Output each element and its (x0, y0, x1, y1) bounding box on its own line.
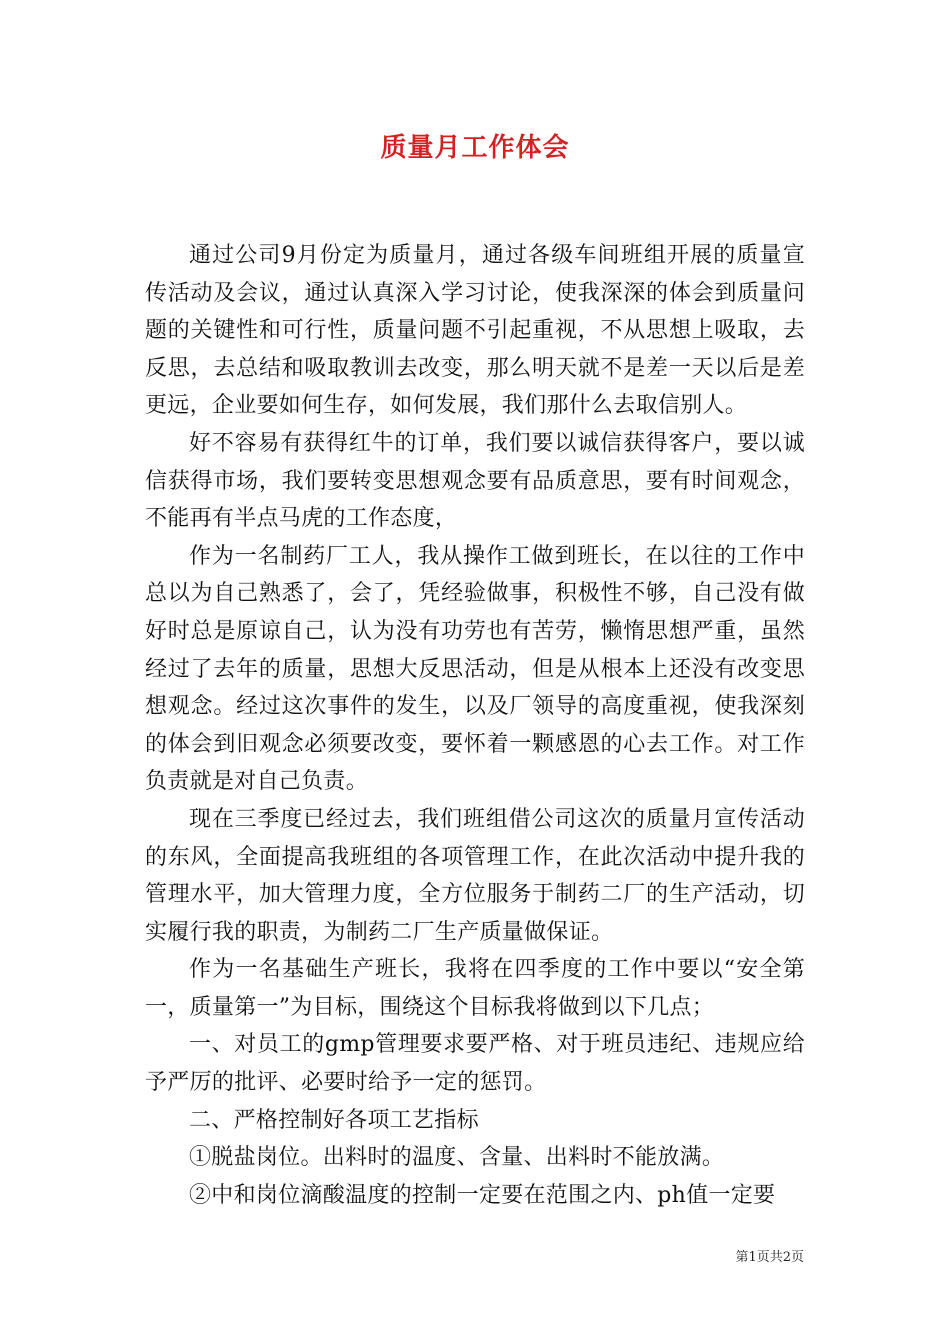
paragraph: 作为一名基础生产班长，我将在四季度的工作中要以“安全第一，质量第一”为目标，围绕这个目标我将做到以下几点； (145, 957, 805, 1020)
paragraph: 一、对员工的gmp管理要求要严格、对于班员违纪、违规应给予严厉的批评、必要时给予一定的惩罚。 (145, 1032, 805, 1096)
list-item: ①脱盐岗位。出料时的温度、含量、出料时不能放满。 (189, 1145, 725, 1171)
document-body (145, 237, 805, 1214)
paragraph: 通过公司9月份定为质量月，通过各级车间班组开展的质量宣传活动及会议，通过认真深入学习讨论，使我深深的体会到质量问题的关键性和可行性，质量问题不引起重视，不从思想上吸取，去反思，去总结和吸取教训去改变，那么明天就不是差一天以后是差更远，企业要如何生存，如何发展，我们那什么去取信别人。 (145, 243, 805, 419)
paragraph: 好不容易有获得红牛的订单，我们要以诚信获得客户，要以诚信获得市场，我们要转变思想观念要有品质意思，要有时间观念，不能再有半点马虎的工作态度， (145, 430, 805, 532)
document-title: 质量月工作体会 (380, 133, 570, 163)
paragraph: 二、严格控制好各项工艺指标 (189, 1107, 479, 1133)
paragraph: 作为一名制药厂工人，我从操作工做到班长，在以往的工作中总以为自己熟悉了，会了，凭经验做事，积极性不够，自己没有做好时总是原谅自己，认为没有功劳也有苦劳，懒惰思想严重，虽然经过了去年的质量，思想大反思活动，但是从根本上还没有改变思想观念。经过这次事件的发生，以及厂领导的高度重视，使我深刻的体会到旧观念必须要改变，要怀着一颗感恩的心去工作。对工作负责就是对自己负责。 (145, 543, 805, 795)
page-number: 第1页共2页 (735, 1250, 804, 1265)
paragraph: 现在三季度已经过去，我们班组借公司这次的质量月宣传活动的东风，全面提高我班组的各项管理工作，在此次活动中提升我的管理水平，加大管理力度，全方位服务于制药二厂的生产活动，切实履行我的职责，为制药二厂生产质量做保证。 (145, 806, 805, 945)
list-item: ②中和岗位滴酸温度的控制一定要在范围之内、ph值一定要 (189, 1182, 776, 1208)
